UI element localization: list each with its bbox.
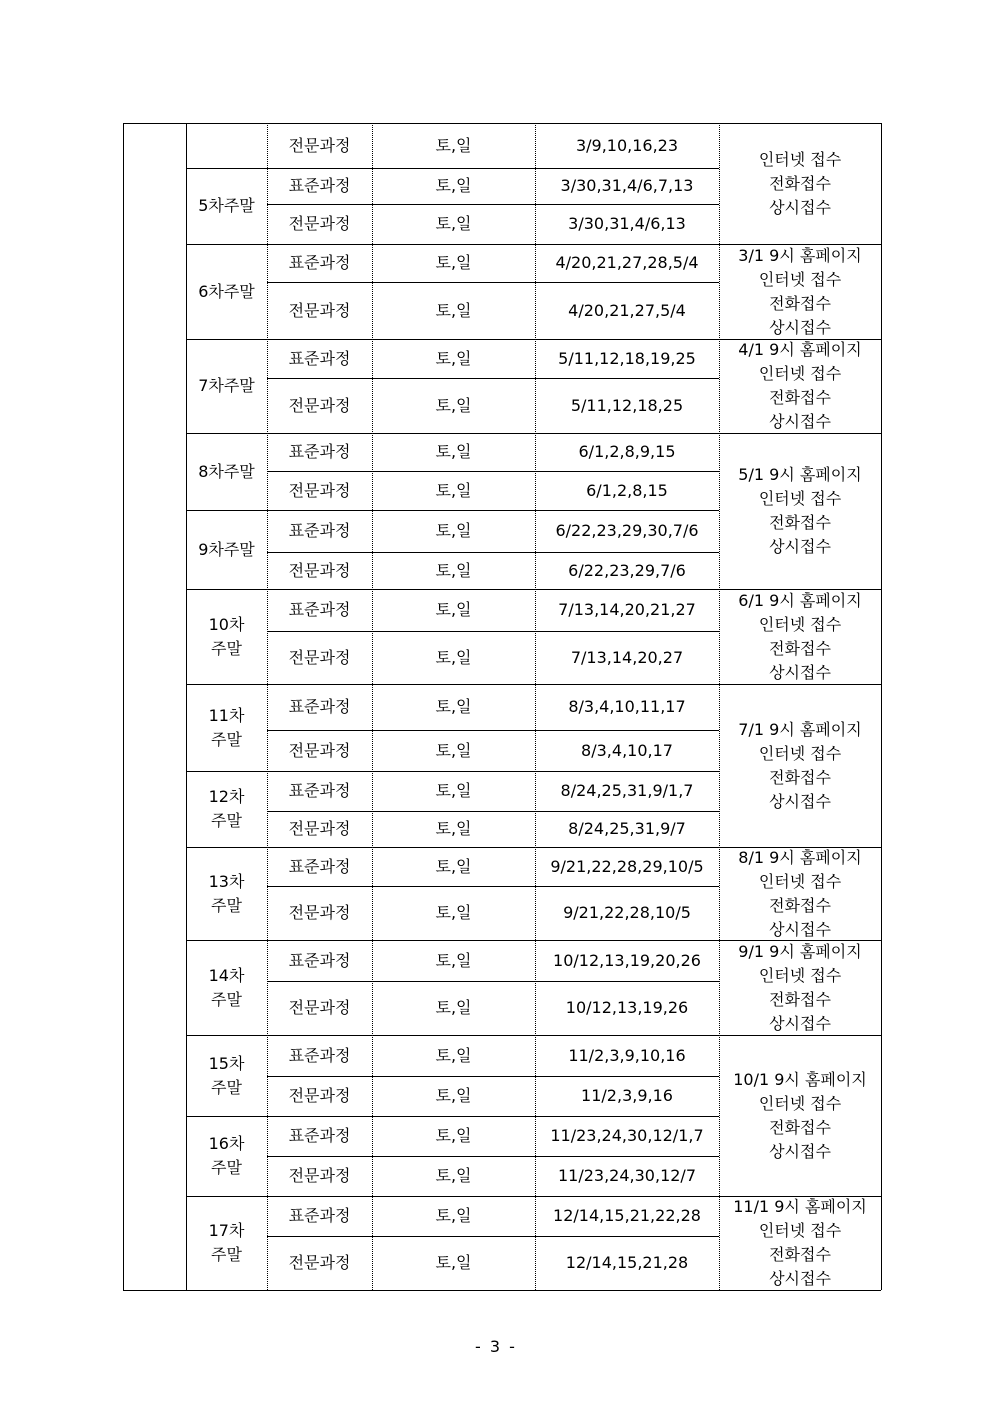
registration-note-line: 상시접수 (769, 197, 831, 217)
registration-note-line: 인터넷 접수 (758, 1093, 842, 1113)
course-days: 토,일 (435, 176, 472, 195)
registration-note-line: 상시접수 (769, 1141, 831, 1161)
registration-note (719, 339, 881, 433)
course-days: 토,일 (435, 135, 472, 155)
registration-note-line: 전화접수 (769, 293, 831, 313)
course-days: 토,일 (435, 1166, 472, 1185)
registration-note (719, 684, 881, 847)
session-label-line: 16차 (208, 1134, 245, 1153)
session-label-line: 15차 (208, 1053, 245, 1073)
course-dates: 9/21,22,28,29,10/5 (550, 856, 704, 876)
session-label (186, 771, 267, 847)
course-type: 전문과정 (288, 395, 351, 415)
course-dates: 7/13,14,20,27 (570, 647, 684, 667)
course-days: 토,일 (435, 521, 472, 540)
course-days: 토,일 (435, 697, 472, 716)
registration-note-line: 인터넷 접수 (758, 269, 842, 289)
course-type: 전문과정 (288, 1086, 351, 1105)
course-days: 토,일 (435, 395, 472, 415)
registration-note-line: 인터넷 접수 (758, 489, 842, 508)
course-type: 표준과정 (288, 253, 351, 272)
course-dates: 8/3,4,10,17 (581, 740, 673, 760)
registration-note-line: 상시접수 (769, 919, 831, 939)
course-days: 토,일 (435, 560, 472, 580)
course-days: 토,일 (435, 253, 472, 272)
course-dates: 9/21,22,28,10/5 (563, 903, 691, 922)
course-type: 전문과정 (288, 998, 351, 1017)
course-dates: 6/1,2,8,15 (586, 480, 668, 500)
registration-note-line: 10/1 9시 홈페이지 (733, 1069, 867, 1089)
course-days: 토,일 (435, 856, 472, 876)
course-days: 토,일 (435, 647, 472, 667)
session-label-line: 9차주말 (198, 539, 255, 559)
course-dates: 8/24,25,31,9/7 (568, 819, 686, 838)
course-days: 토,일 (435, 1086, 472, 1105)
course-dates: 10/12,13,19,20,26 (553, 950, 701, 970)
registration-note-line: 전화접수 (769, 638, 831, 658)
course-type: 표준과정 (288, 348, 351, 368)
course-type: 전문과정 (288, 740, 351, 760)
registration-note-line: 7/1 9시 홈페이지 (738, 719, 862, 739)
course-type: 표준과정 (288, 856, 351, 876)
session-label-line: 5차주말 (198, 196, 255, 215)
registration-note-line: 4/1 9시 홈페이지 (738, 340, 862, 359)
session-label-line: 7차주말 (198, 376, 255, 395)
registration-note (719, 123, 881, 244)
course-dates: 3/30,31,4/6,13 (568, 214, 686, 233)
session-label (186, 1035, 267, 1116)
course-dates: 4/20,21,27,28,5/4 (555, 253, 699, 272)
course-type: 표준과정 (288, 1045, 351, 1065)
registration-note-line: 인터넷 접수 (758, 1221, 842, 1240)
table-rule (123, 123, 124, 1290)
session-label (186, 1116, 267, 1196)
registration-note-line: 인터넷 접수 (758, 871, 842, 891)
registration-note-line: 상시접수 (769, 317, 831, 337)
registration-note-line: 5/1 9시 홈페이지 (738, 465, 862, 484)
course-type: 표준과정 (288, 600, 351, 619)
course-days: 토,일 (435, 1253, 472, 1272)
page-number: - 3 - (475, 1337, 517, 1356)
course-dates: 10/12,13,19,26 (565, 998, 689, 1017)
course-dates: 11/2,3,9,10,16 (568, 1045, 686, 1065)
registration-note-line: 9/1 9시 홈페이지 (738, 941, 862, 961)
course-days: 토,일 (435, 998, 472, 1017)
session-label-line: 주말 (211, 638, 242, 658)
course-dates: 12/14,15,21,28 (565, 1253, 689, 1272)
registration-note-line: 상시접수 (769, 412, 831, 431)
registration-note (719, 847, 881, 940)
session-label (186, 168, 267, 244)
session-label (186, 940, 267, 1035)
session-label (186, 684, 267, 771)
course-days: 토,일 (435, 950, 472, 970)
registration-note-line: 전화접수 (769, 767, 831, 787)
course-type: 표준과정 (288, 1126, 351, 1145)
session-label-line: 주말 (211, 729, 242, 749)
registration-note-line: 3/1 9시 홈페이지 (738, 245, 862, 265)
course-type: 표준과정 (288, 697, 351, 716)
table-rule (123, 1290, 881, 1291)
registration-note-line: 인터넷 접수 (758, 965, 842, 985)
registration-note-line: 6/1 9시 홈페이지 (738, 590, 862, 610)
session-label-line: 8차주말 (198, 461, 255, 481)
course-type: 전문과정 (288, 480, 351, 500)
session-label-line: 14차 (208, 965, 245, 985)
session-label-line: 주말 (211, 989, 242, 1009)
registration-note-line: 전화접수 (769, 1245, 831, 1264)
course-dates: 6/22,23,29,7/6 (568, 560, 686, 580)
course-type: 전문과정 (288, 819, 351, 838)
course-days: 토,일 (435, 348, 472, 368)
session-label-line: 11차 (208, 705, 245, 725)
course-dates: 12/14,15,21,22,28 (553, 1206, 701, 1225)
registration-note (719, 589, 881, 684)
course-days: 토,일 (435, 214, 472, 233)
course-dates: 6/1,2,8,9,15 (578, 442, 676, 461)
course-dates: 3/9,10,16,23 (575, 135, 679, 155)
registration-note (719, 1035, 881, 1196)
registration-note-line: 전화접수 (769, 989, 831, 1009)
registration-note-line: 상시접수 (769, 1269, 831, 1288)
course-dates: 11/23,24,30,12/1,7 (550, 1126, 704, 1145)
session-label-line: 13차 (208, 871, 245, 891)
registration-note-line: 인터넷 접수 (758, 614, 842, 634)
registration-note-line: 전화접수 (769, 1117, 831, 1137)
registration-note-line: 전화접수 (769, 513, 831, 532)
registration-note-line: 상시접수 (769, 537, 831, 556)
course-type: 표준과정 (288, 1206, 351, 1225)
session-label (186, 510, 267, 589)
course-type: 전문과정 (288, 647, 351, 667)
course-type: 전문과정 (288, 300, 351, 320)
registration-note (719, 940, 881, 1035)
session-label-line: 주말 (211, 1077, 242, 1097)
registration-note-line: 인터넷 접수 (758, 149, 842, 169)
session-label-line: 10차 (208, 614, 245, 634)
session-label-line: 주말 (211, 811, 242, 830)
registration-note-line: 전화접수 (769, 388, 831, 407)
course-dates: 5/11,12,18,19,25 (558, 348, 696, 368)
course-dates: 3/30,31,4/6,7,13 (560, 176, 694, 195)
course-dates: 8/3,4,10,11,17 (568, 697, 686, 716)
course-dates: 5/11,12,18,25 (570, 395, 684, 415)
session-label (186, 123, 267, 168)
session-label-line: 17차 (208, 1221, 245, 1240)
session-label (186, 339, 267, 433)
course-type: 전문과정 (288, 560, 351, 580)
session-label (186, 244, 267, 339)
session-label-line: 주말 (211, 895, 242, 915)
registration-note-line: 전화접수 (769, 895, 831, 915)
registration-note-line: 인터넷 접수 (758, 743, 842, 763)
course-days: 토,일 (435, 819, 472, 838)
course-days: 토,일 (435, 1045, 472, 1065)
course-type: 표준과정 (288, 781, 351, 800)
course-dates: 8/24,25,31,9/1,7 (560, 781, 694, 800)
course-days: 토,일 (435, 300, 472, 320)
course-days: 토,일 (435, 442, 472, 461)
registration-note (719, 1196, 881, 1290)
registration-note-line: 인터넷 접수 (758, 364, 842, 383)
course-days: 토,일 (435, 781, 472, 800)
schedule-table (123, 123, 881, 1290)
session-label-line: 주말 (211, 1245, 242, 1264)
registration-note-line: 11/1 9시 홈페이지 (733, 1197, 867, 1216)
registration-note-line: 상시접수 (769, 1013, 831, 1033)
course-type: 전문과정 (288, 1253, 351, 1272)
registration-note (719, 244, 881, 339)
course-days: 토,일 (435, 1206, 472, 1225)
course-days: 토,일 (435, 600, 472, 619)
course-type: 전문과정 (288, 1166, 351, 1185)
registration-note-line: 전화접수 (769, 173, 831, 193)
registration-note-line: 상시접수 (769, 791, 831, 811)
course-type: 전문과정 (288, 135, 351, 155)
course-dates: 11/2,3,9,16 (581, 1086, 673, 1105)
session-label (186, 1196, 267, 1290)
registration-note-line: 상시접수 (769, 662, 831, 682)
session-label (186, 589, 267, 684)
session-label-line: 12차 (208, 787, 245, 806)
course-days: 토,일 (435, 1126, 472, 1145)
course-days: 토,일 (435, 903, 472, 922)
table-rule (881, 123, 882, 1290)
course-dates: 6/22,23,29,30,7/6 (555, 521, 699, 540)
registration-note (719, 433, 881, 589)
course-dates: 4/20,21,27,5/4 (568, 300, 686, 320)
session-label-line: 주말 (211, 1158, 242, 1177)
course-days: 토,일 (435, 740, 472, 760)
course-dates: 11/23,24,30,12/7 (557, 1166, 696, 1185)
session-label (186, 433, 267, 510)
registration-note-line: 8/1 9시 홈페이지 (738, 847, 862, 867)
course-type: 전문과정 (288, 903, 351, 922)
course-type: 전문과정 (288, 214, 351, 233)
course-type: 표준과정 (288, 442, 351, 461)
course-days: 토,일 (435, 480, 472, 500)
course-type: 표준과정 (288, 521, 351, 540)
session-label-line: 6차주말 (198, 281, 255, 301)
course-type: 표준과정 (288, 176, 351, 195)
course-dates: 7/13,14,20,21,27 (558, 600, 696, 619)
course-type: 표준과정 (288, 950, 351, 970)
session-label (186, 847, 267, 940)
